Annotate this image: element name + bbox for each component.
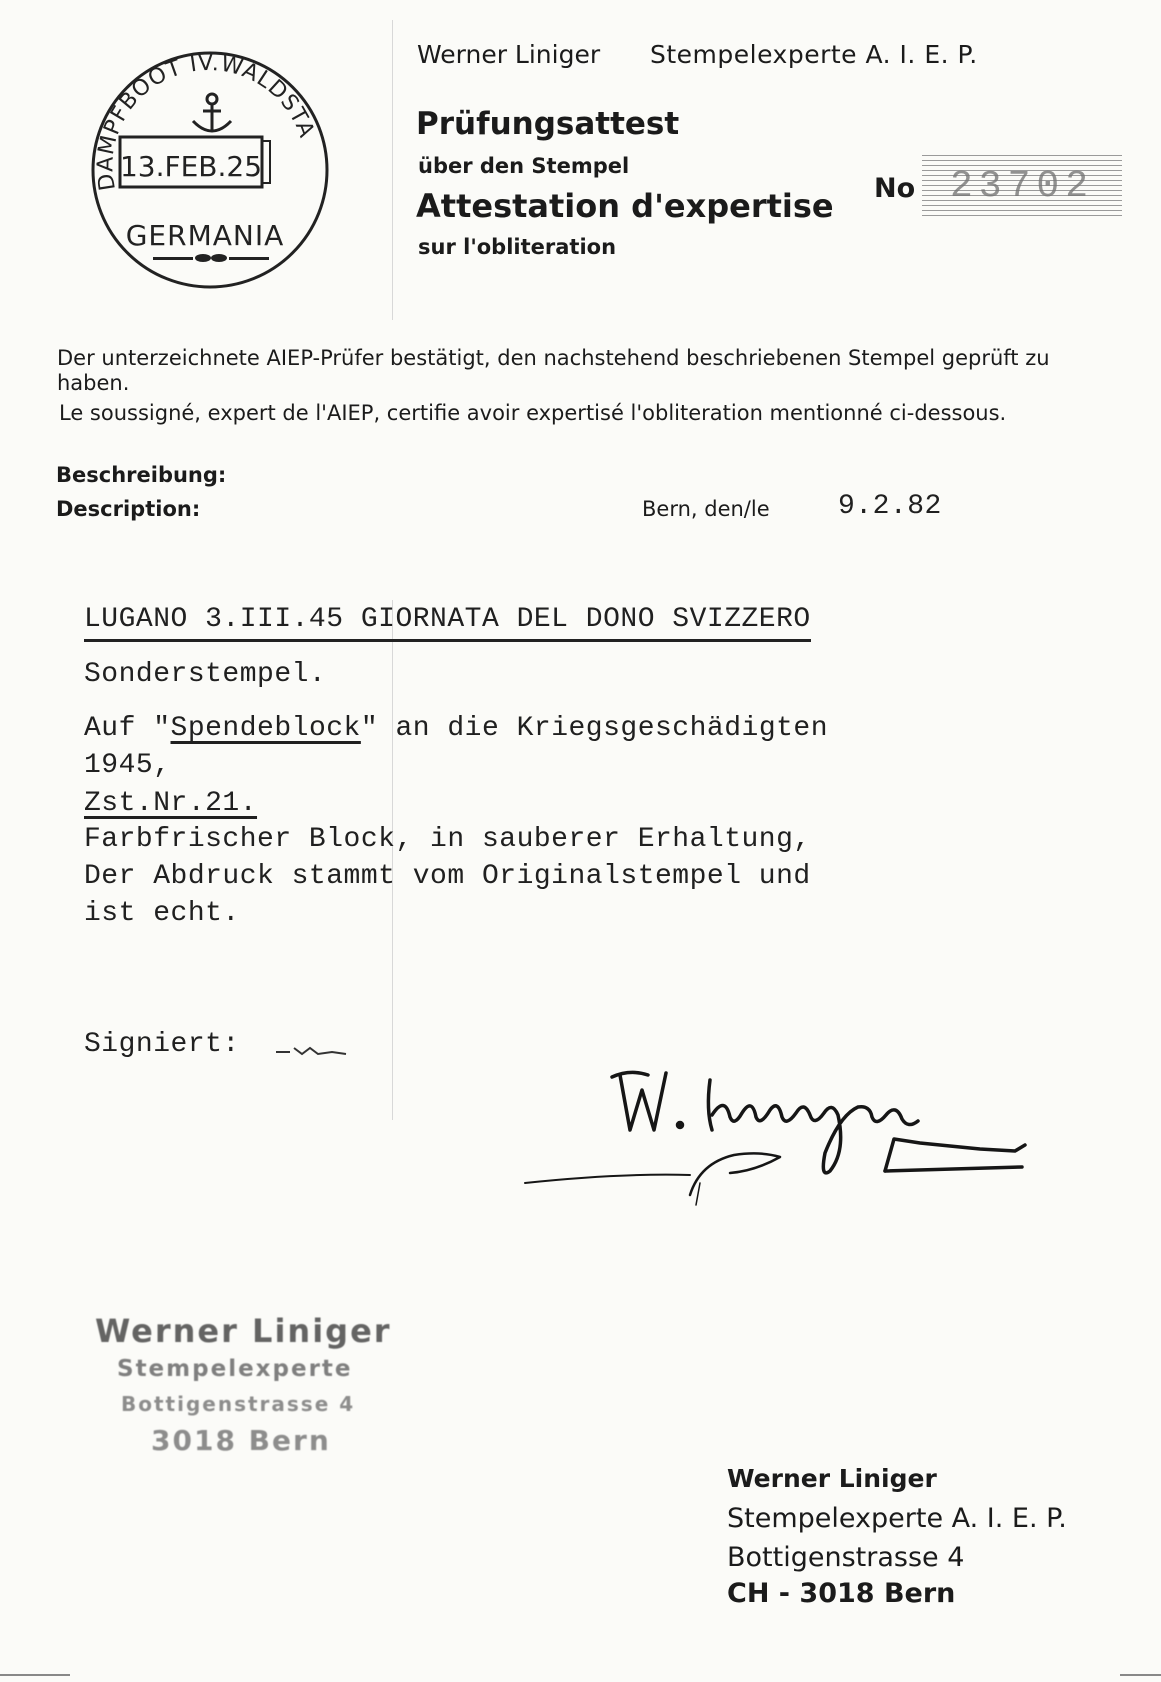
footer-name: Werner Liniger [727,1464,937,1493]
rubber-stamp-line-1: Werner Liniger [95,1312,392,1350]
rubber-stamp [95,1312,435,1472]
anchor-icon [193,94,231,131]
guide-line [392,600,393,1120]
catalogue-number-text: Zst.Nr.21. [84,788,258,819]
postmark-svg [85,45,335,295]
title-fr: Attestation d'expertise [416,187,834,225]
scan-edge-mark [0,1674,70,1676]
subtitle-de: über den Stempel [418,154,630,178]
footer-street: Bottigenstrasse 4 [727,1542,965,1573]
body-line-4: 1945, [84,750,171,781]
body-line-6: Farbfrischer Block, in sauberer Erhaltung, [84,824,811,855]
stamp-type: Sonderstempel. [84,659,327,690]
signature [520,1055,1110,1225]
spendeblock-text: Spendeblock [170,713,361,744]
postmark [85,45,335,295]
catalogue-number [84,788,257,819]
title-de: Prüfungsattest [416,106,680,142]
stamp-description: LUGANO 3.III.45 GIORNATA DEL DONO SVIZZERO [84,604,811,642]
header-role: Stempelexperte A. I. E. P. [650,40,978,69]
footer-city: CH - 3018 Bern [727,1578,956,1609]
number-label: No [874,173,916,204]
scan-edge-mark [1120,1674,1161,1676]
rubber-stamp-line-4: 3018 Bern [151,1424,331,1457]
body-line-3 [84,713,828,744]
description-label-fr: Description: [56,497,201,521]
postmark-top-text: DAMPFBOOT IV.WALDSTA [93,50,319,193]
rubber-stamp-line-3: Bottigenstrasse 4 [121,1392,356,1416]
intro-fr: Le soussigné, expert de l'AIEP, certifie avoir expertisé l'obliteration mentionné ci-dessous. [59,401,1007,425]
body-line-3c: " an die Kriegsgeschädigten [360,713,829,744]
number-value: 23702 [950,165,1095,208]
subtitle-fr: sur l'obliteration [418,235,617,259]
postmark-date: 13.FEB.25 [119,150,263,183]
number-field [922,155,1122,220]
signed-mark [272,1040,352,1060]
body-line-3a: Auf " [84,713,171,744]
body-line-7: Der Abdruck stammt vom Originalstempel und [84,861,811,892]
guide-line [392,20,393,320]
rubber-stamp-line-2: Stempelexperte [117,1356,353,1382]
postmark-ornament [153,254,269,262]
certificate-date: 9.2.82 [838,491,942,522]
signed-label: Signiert: [84,1029,240,1060]
intro-de: Der unterzeichnete AIEP-Prüfer bestätigt, den nachstehend beschriebenen Stempel geprüft zu haben. [57,346,1050,395]
place-label: Bern, den/le [642,497,770,521]
description-label-de: Beschreibung: [56,463,227,487]
body-line-8: ist echt. [84,898,240,929]
postmark-bottom-text: GERMANIA [125,219,285,252]
header-name: Werner Liniger [417,40,601,69]
footer-role: Stempelexperte A. I. E. P. [727,1503,1067,1534]
